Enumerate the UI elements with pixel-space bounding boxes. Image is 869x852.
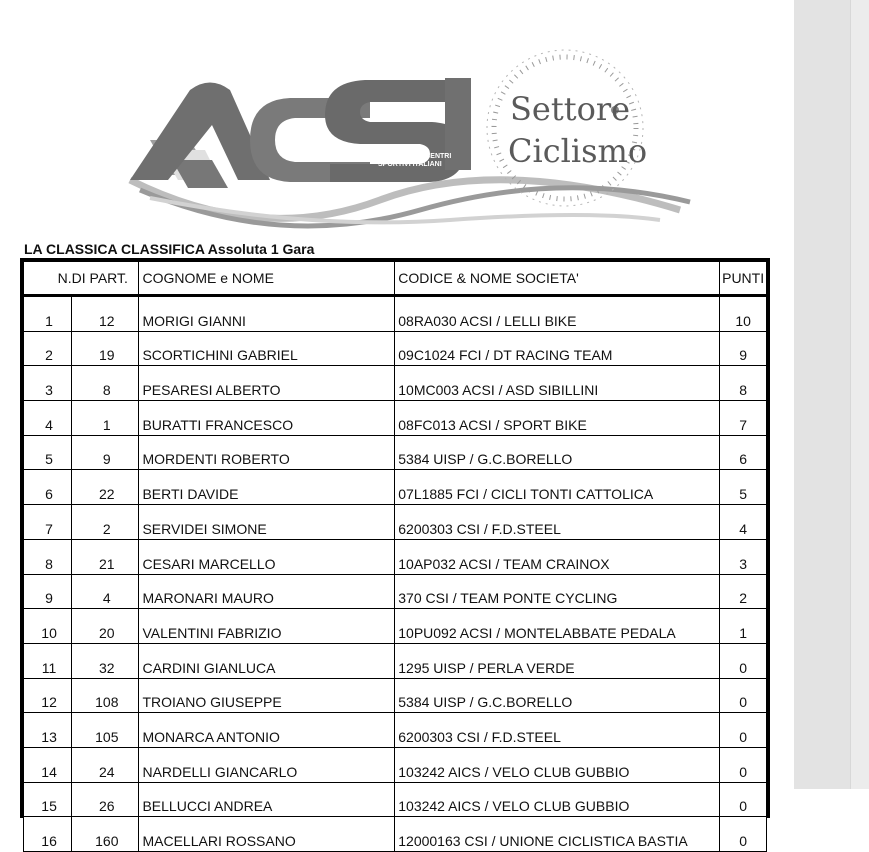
table-row: [24, 713, 767, 748]
table-row: [24, 643, 767, 678]
table-row: [24, 435, 767, 470]
cell-position: 6: [24, 470, 72, 505]
cell-athlete-name: MACELLARI ROSSANO: [139, 817, 395, 852]
cell-club: 6200303 CSI / F.D.STEEL: [395, 713, 720, 748]
cell-race-number: 9: [72, 435, 139, 470]
results-table: [23, 261, 767, 852]
table-row: [24, 366, 767, 401]
table-row: [24, 574, 767, 609]
cell-position: 16: [24, 817, 72, 852]
table-row: [24, 331, 767, 366]
logo-ciclismo-text: Ciclismo: [508, 132, 648, 170]
table-header-row: [24, 262, 767, 296]
table-row: [24, 539, 767, 574]
header-points: PUNTI: [720, 262, 767, 296]
cell-athlete-name: BELLUCCI ANDREA: [139, 782, 395, 817]
table-row: [24, 401, 767, 436]
cell-athlete-name: MARONARI MAURO: [139, 574, 395, 609]
cell-race-number: 105: [72, 713, 139, 748]
cell-athlete-name: NARDELLI GIANCARLO: [139, 747, 395, 782]
cell-points: 0: [720, 713, 767, 748]
acsi-settore-ciclismo-logo: [120, 70, 700, 230]
cell-points: 0: [720, 817, 767, 852]
cell-club: 10PU092 ACSI / MONTELABBATE PEDALA: [395, 609, 720, 644]
cell-club: 08RA030 ACSI / LELLI BIKE: [395, 296, 720, 332]
table-row: [24, 505, 767, 540]
cell-club: 12000163 CSI / UNIONE CICLISTICA BASTIA: [395, 817, 720, 852]
cell-points: 8: [720, 366, 767, 401]
logo-settore-text: Settore: [510, 90, 631, 128]
cell-race-number: 19: [72, 331, 139, 366]
header-club: CODICE & NOME SOCIETA': [395, 262, 720, 296]
table-row: [24, 678, 767, 713]
cell-race-number: 4: [72, 574, 139, 609]
cell-race-number: 2: [72, 505, 139, 540]
cell-club: 1295 UISP / PERLA VERDE: [395, 643, 720, 678]
logo-caption-1: ASSOCIAZIONE CENTRI: [370, 153, 452, 160]
cell-athlete-name: MORIGI GIANNI: [139, 296, 395, 332]
cell-race-number: 108: [72, 678, 139, 713]
header-position: N.: [24, 262, 72, 296]
cell-position: 9: [24, 574, 72, 609]
cell-race-number: 160: [72, 817, 139, 852]
cell-race-number: 24: [72, 747, 139, 782]
cell-points: 0: [720, 747, 767, 782]
cell-position: 7: [24, 505, 72, 540]
cell-athlete-name: MORDENTI ROBERTO: [139, 435, 395, 470]
cell-points: 4: [720, 505, 767, 540]
cell-race-number: 8: [72, 366, 139, 401]
cell-race-number: 22: [72, 470, 139, 505]
cell-athlete-name: TROIANO GIUSEPPE: [139, 678, 395, 713]
scrollbar-thumb[interactable]: [850, 0, 869, 789]
cell-athlete-name: BERTI DAVIDE: [139, 470, 395, 505]
cell-position: 1: [24, 296, 72, 332]
table-row: [24, 609, 767, 644]
cell-points: 0: [720, 643, 767, 678]
cell-athlete-name: VALENTINI FABRIZIO: [139, 609, 395, 644]
classification-title: LA CLASSICA CLASSIFICA Assoluta 1 Gara: [24, 241, 315, 257]
cell-points: 9: [720, 331, 767, 366]
cell-club: 103242 AICS / VELO CLUB GUBBIO: [395, 747, 720, 782]
cell-race-number: 26: [72, 782, 139, 817]
cell-position: 10: [24, 609, 72, 644]
cell-club: 5384 UISP / G.C.BORELLO: [395, 678, 720, 713]
results-table-frame: [20, 258, 770, 849]
cell-position: 8: [24, 539, 72, 574]
cell-athlete-name: SERVIDEI SIMONE: [139, 505, 395, 540]
cell-points: 5: [720, 470, 767, 505]
cell-athlete-name: BURATTI FRANCESCO: [139, 401, 395, 436]
cell-race-number: 20: [72, 609, 139, 644]
table-row: [24, 782, 767, 817]
cell-athlete-name: PESARESI ALBERTO: [139, 366, 395, 401]
cell-athlete-name: MONARCA ANTONIO: [139, 713, 395, 748]
logo-caption-2: SPORTIVI ITALIANI: [378, 161, 442, 168]
cell-points: 3: [720, 539, 767, 574]
table-row: [24, 747, 767, 782]
cell-position: 11: [24, 643, 72, 678]
cell-points: 0: [720, 678, 767, 713]
cell-points: 7: [720, 401, 767, 436]
cell-athlete-name: CARDINI GIANLUCA: [139, 643, 395, 678]
cell-club: 10MC003 ACSI / ASD SIBILLINI: [395, 366, 720, 401]
cell-club: 370 CSI / TEAM PONTE CYCLING: [395, 574, 720, 609]
cell-points: 10: [720, 296, 767, 332]
cell-race-number: 1: [72, 401, 139, 436]
cell-position: 5: [24, 435, 72, 470]
cell-points: 2: [720, 574, 767, 609]
header-number: DI PART.: [72, 262, 139, 296]
cell-position: 3: [24, 366, 72, 401]
table-row: [24, 470, 767, 505]
cell-race-number: 12: [72, 296, 139, 332]
cell-club: 10AP032 ACSI / TEAM CRAINOX: [395, 539, 720, 574]
cell-points: 1: [720, 609, 767, 644]
cell-position: 2: [24, 331, 72, 366]
table-row: [24, 296, 767, 332]
cell-position: 15: [24, 782, 72, 817]
table-row: [24, 817, 767, 852]
cell-race-number: 32: [72, 643, 139, 678]
cell-club: 6200303 CSI / F.D.STEEL: [395, 505, 720, 540]
cell-club: 09C1024 FCI / DT RACING TEAM: [395, 331, 720, 366]
cell-club: 103242 AICS / VELO CLUB GUBBIO: [395, 782, 720, 817]
cell-club: 08FC013 ACSI / SPORT BIKE: [395, 401, 720, 436]
cell-position: 12: [24, 678, 72, 713]
cell-athlete-name: CESARI MARCELLO: [139, 539, 395, 574]
cell-position: 14: [24, 747, 72, 782]
cell-club: 07L1885 FCI / CICLI TONTI CATTOLICA: [395, 470, 720, 505]
header-name: COGNOME e NOME: [139, 262, 395, 296]
cell-points: 6: [720, 435, 767, 470]
scrollbar-track[interactable]: [794, 0, 850, 789]
cell-club: 5384 UISP / G.C.BORELLO: [395, 435, 720, 470]
cell-position: 4: [24, 401, 72, 436]
cell-position: 13: [24, 713, 72, 748]
cell-athlete-name: SCORTICHINI GABRIEL: [139, 331, 395, 366]
cell-points: 0: [720, 782, 767, 817]
cell-race-number: 21: [72, 539, 139, 574]
